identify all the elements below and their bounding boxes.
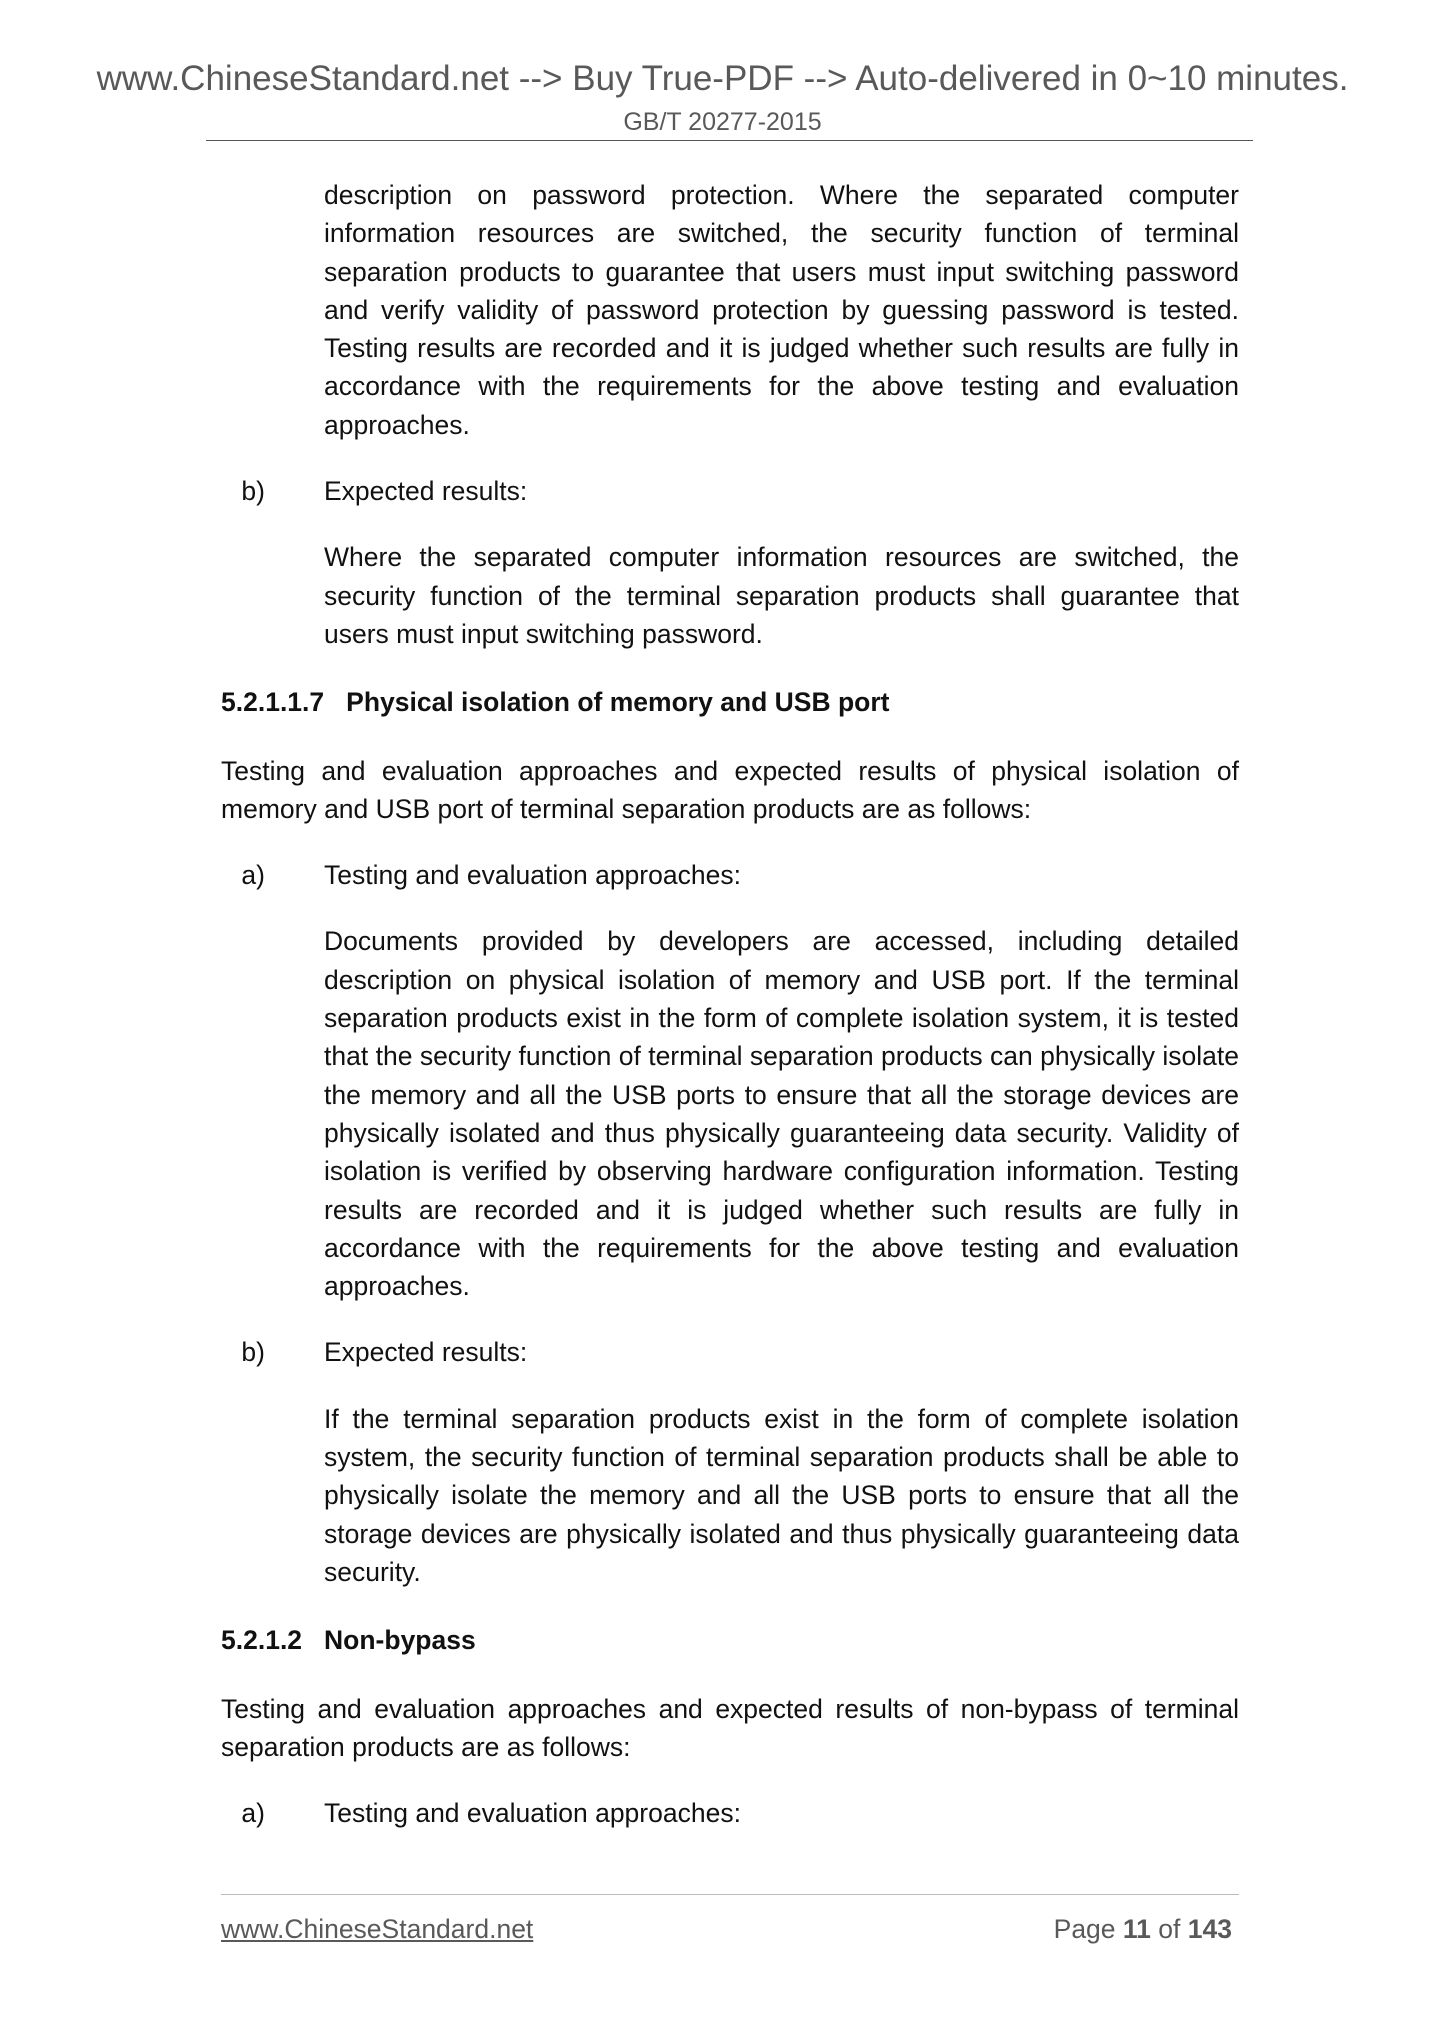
footer-site-link[interactable]: www.ChineseStandard.net	[221, 1914, 534, 1944]
list-item-testing-approaches	[221, 856, 1239, 894]
section-title: Physical isolation of memory and USB port	[346, 687, 890, 718]
list-item-expected-results	[221, 1333, 1239, 1371]
paragraph-isolation-intro: Testing and evaluation approaches and expected results of physical isolation of memory and USB port of terminal separation products are as follows:	[221, 755, 1239, 824]
paragraph-non-bypass-intro: Testing and evaluation approaches and expected results of non-bypass of terminal separation products are as follows:	[221, 1693, 1239, 1762]
section-heading-non-bypass	[221, 1621, 1239, 1659]
section-heading-physical-isolation	[221, 683, 1239, 721]
paragraph-isolation-expected: If the terminal separation products exist in the form of complete isolation system, the security function of terminal separation products shall be able to physically isolate the memory and all the USB ports to ensure that all the storage devices are physically isolated and thus physically guaranteeing data security.	[324, 1403, 1239, 1587]
header-divider	[206, 140, 1253, 141]
section-number: 5.2.1.2	[221, 1625, 303, 1656]
list-marker: a)	[241, 1798, 265, 1829]
list-marker: b)	[241, 476, 265, 507]
page-current: 11	[1122, 1914, 1151, 1944]
site-banner: www.ChineseStandard.net --> Buy True-PDF --> Auto-delivered in 0~10 minutes.	[96, 59, 1349, 98]
list-item-testing-approaches	[221, 1794, 1239, 1832]
list-label: Expected results:	[324, 1337, 528, 1368]
page-total: 143	[1187, 1914, 1232, 1944]
list-marker: b)	[241, 1337, 265, 1368]
footer-divider	[221, 1894, 1239, 1895]
section-number: 5.2.1.1.7	[221, 687, 325, 718]
paragraph-password-protection: description on password protection. Where the separated computer information resources are switched, the security function of terminal separation products to guarantee that users must input switching password and verify validity of password protection by guessing password is tested. Testing results are recorded and it is judged whether such results are fully in accordance with the requirements for the above testing and evaluation approaches.	[324, 180, 1239, 440]
page-label: Page	[1053, 1914, 1116, 1944]
section-title: Non-bypass	[324, 1625, 476, 1656]
standard-code: GB/T 20277-2015	[623, 108, 822, 136]
paragraph-isolation-testing: Documents provided by developers are accessed, including detailed description on physical isolation of memory and USB port. If the terminal separation products exist in the form of complete isolation system, it is tested that the security function of terminal separation products can physically isolate the memory and all the USB ports to ensure that all the storage devices are physically isolated and thus physically guaranteeing data security. Validity of isolation is verified by observing hardware configuration information. Testing results are recorded and it is judged whether such results are fully in accordance with the requirements for the above testing and evaluation approaches.	[324, 926, 1239, 1302]
list-label: Expected results:	[324, 476, 528, 507]
document-body	[221, 176, 1239, 1832]
list-label: Testing and evaluation approaches:	[324, 860, 741, 891]
list-label: Testing and evaluation approaches:	[324, 1798, 741, 1829]
list-item-expected-results	[221, 472, 1239, 510]
paragraph-expected-switching: Where the separated computer information resources are switched, the security function of the terminal separation products shall guarantee that users must input switching password.	[324, 542, 1239, 649]
list-marker: a)	[241, 860, 265, 891]
page-of: of	[1158, 1914, 1181, 1944]
page-indicator	[1054, 1913, 1232, 1945]
